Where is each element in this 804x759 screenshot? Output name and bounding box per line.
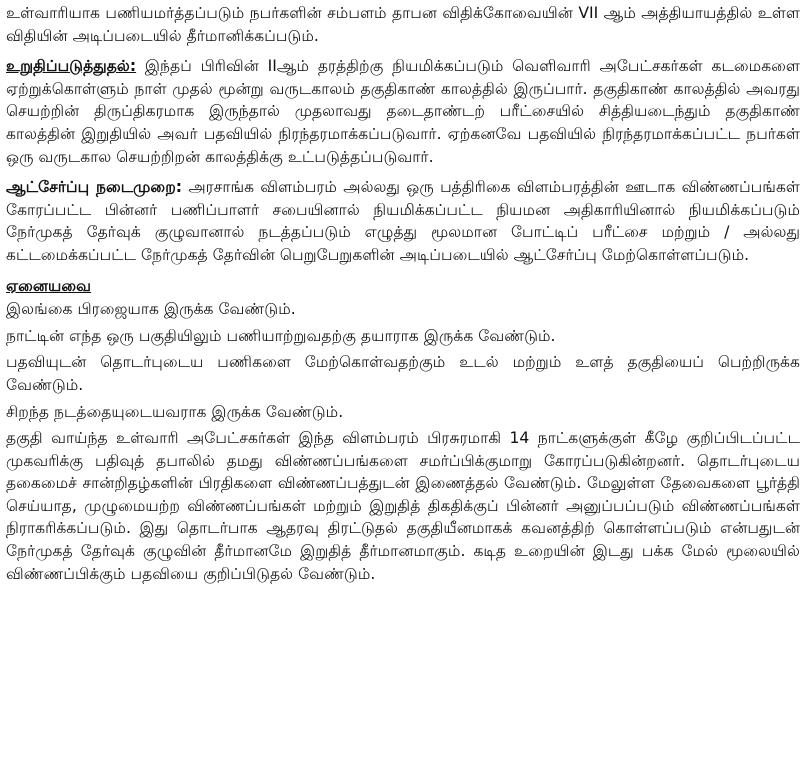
requirement-item: சிறந்த நடத்தையுடையவராக இருக்க வேண்டும். xyxy=(6,402,344,421)
confirmation-heading: உறுதிப்படுத்துதல்: xyxy=(6,57,137,76)
other-section xyxy=(6,275,800,424)
salary-paragraph xyxy=(6,2,800,47)
requirement-item: நாட்டின் எந்த ஒரு பகுதியிலும் பணியாற்றுவதற்கு தயாராக இருக்க வேண்டும். xyxy=(6,326,556,345)
recruitment-heading: ஆட்சேர்ப்பு நடைமுறை: xyxy=(6,178,183,197)
salary-text: உள்வாரியாக பணியமர்த்தப்படும் நபர்களின் சம்பளம் தாபன விதிக்கோவையின் VII ஆம் அத்தியாயத்தில் உள்ள விதியின் அடிப்படையில் தீர்மானிக்கப்படும். xyxy=(6,4,800,45)
requirement-item: பதவியுடன் தொடர்புடைய பணிகளை மேற்கொள்வதற்கும் உடல் மற்றும் உளத் தகுதியைப் பெற்றிருக்க வேண்டும். xyxy=(6,353,800,394)
recruitment-text: அரசாங்க விளம்பரம் அல்லது ஒரு பத்திரிகை விளம்பரத்தின் ஊடாக விண்ணப்பங்கள் கோரப்பட்ட பின்னர் பணிப்பாளர் சபையினால் நியமிக்கப்பட்ட நியமன அதிகாரியினால் நியமிக்கப்படும் நேர்முகத் தேர்வுக் குழுவானால் நடத்தப்படும் எழுத்து மூலமான போட்டிப் பரீட்சை மற்றும் / அல்லது கட்டமைக்கப்பட்ட நேர்முகத் தேர்வின் பெறுபேறுகளின் அடிப்படையில் ஆட்சேர்ப்பு மேற்கொள்ளப்படும். xyxy=(6,178,800,264)
confirmation-paragraph xyxy=(6,55,800,168)
recruitment-paragraph xyxy=(6,176,800,266)
requirement-item: இலங்கை பிரஜையாக இருக்க வேண்டும். xyxy=(6,300,296,319)
application-paragraph xyxy=(6,427,800,585)
application-text: தகுதி வாய்ந்த உள்வாரி அபேட்சகர்கள் இந்த விளம்பரம் பிரசுரமாகி 14 நாட்களுக்குள் கீழே குறிப்பிடப்பட்ட முகவரிக்கு பதிவுத் தபாலில் தமது விண்ணப்பங்களை சமர்ப்பிக்குமாறு கோரப்படுகின்றனர். தொடர்புடைய தகைமைச் சான்றிதழ்களின் பிரதிகளை விண்ணப்பத்துடன் இணைத்தல் வேண்டும். மேலுள்ள தேவைகளை பூர்த்தி செய்யாத, முழுமையற்ற விண்ணப்பங்கள் மற்றும் இறுதித் திகதிக்குப் பின்னர் அனுப்பப்படும் விண்ணப்பங்கள் நிராகரிக்கப்படும். இது தொடர்பாக ஆதரவு திரட்டுதல் தகுதியீனமாகக் கவனத்திற் கொள்ளப்படும் என்பதுடன் நேர்முகத் தேர்வுக் குழுவின் தீர்மானமே இறுதித் தீர்மானமாகும். கடித உறையின் இடது பக்க மேல் மூலையில் விண்ணப்பிக்கும் பதவியை குறிப்பிடுதல் வேண்டும். xyxy=(6,429,800,583)
confirmation-text: இந்தப் பிரிவின் IIஆம் தரத்திற்கு நியமிக்கப்படும் வெளிவாரி அபேட்சகர்கள் கடமைகளை ஏற்றுக்கொள்ளும் நாள் முதல் மூன்று வருடகாலம் தகுதிகாண் காலத்தில் இருப்பார். தகுதிகாண் காலத்தில் அவரது செயற்றின் திருப்திகரமாக இருந்தால் முதலாவது தடைதாண்டற் பரீட்சையில் சித்தியடைந்தும் தகுதிகாண் காலத்தின் இறுதியில் அவர் பதவியில் நிரந்தரமாக்கப்படுவார். ஏற்கனவே பதவியில் நிரந்தரமாக்கப்பட்ட நபர்கள் ஒரு வருடகால செயற்றிறன் காலத்திக்கு உட்படுத்தப்படுவார். xyxy=(6,57,800,166)
other-heading: ஏனையவை xyxy=(6,276,92,295)
